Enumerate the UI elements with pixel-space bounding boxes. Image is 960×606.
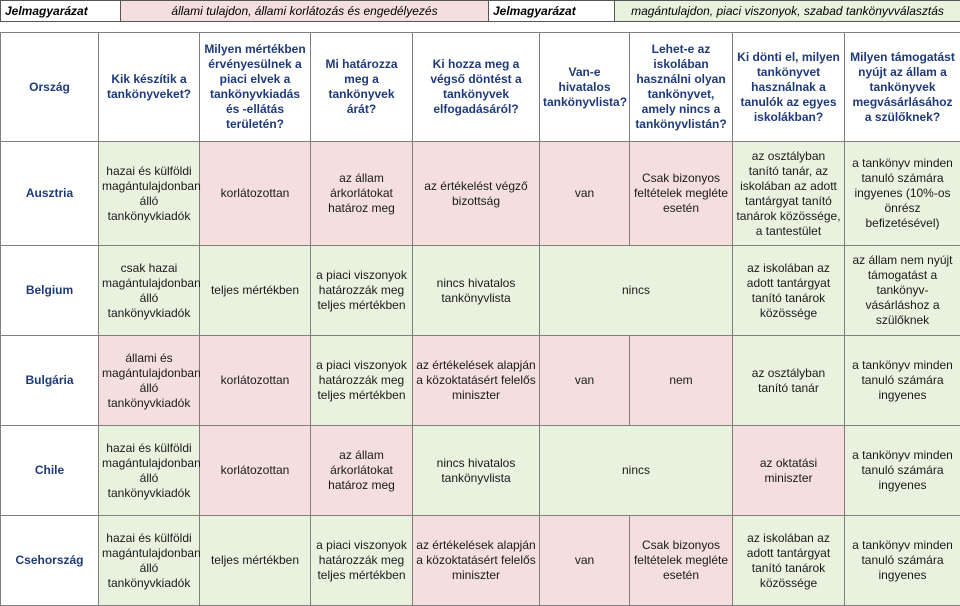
table-cell: Csak bizonyos feltételek megléte esetén [630, 142, 733, 246]
table-cell: az osztályban tanító tanár [733, 336, 845, 426]
table-row [1, 336, 960, 426]
header-official-list: Van-e hivatalos tankönyvlista? [540, 33, 630, 142]
table-row [1, 516, 960, 606]
table-cell: korlátozottan [200, 336, 311, 426]
table-cell: csak hazai magántulajdonban álló tankönyvkiadók [99, 246, 200, 336]
country-cell: Belgium [1, 246, 99, 336]
country-cell: Csehország [1, 516, 99, 606]
table-cell: az értékelések alapján a közoktatásért felelős miniszter [413, 516, 540, 606]
table-cell: az oktatási miniszter [733, 426, 845, 516]
header-market-principles: Milyen mértékben érvényesülnek a piaci elvek a tankönyvkiadás és -ellátás területén? [200, 33, 311, 142]
legend-label-state: Jelmagyarázat [1, 1, 121, 22]
table-row [1, 142, 960, 246]
table-cell: nincs [540, 246, 733, 336]
table-cell: hazai és külföldi magántulajdonban álló tankönyvkiadók [99, 142, 200, 246]
header-publishers: Kik készítik a tankönyveket? [99, 33, 200, 142]
table-cell: van [540, 516, 630, 606]
header-country: Ország [1, 33, 99, 142]
table-cell: az állam árkorlátokat határoz meg [311, 142, 413, 246]
table-cell: hazai és külföldi magántulajdonban álló tankönyvkiadók [99, 426, 200, 516]
table-cell: állami és magántulajdonban álló tankönyvkiadók [99, 336, 200, 426]
table-cell: hazai és külföldi magántulajdonban álló tankönyvkiadók [99, 516, 200, 606]
table-cell: nem [630, 336, 733, 426]
table-cell: van [540, 142, 630, 246]
header-state-support: Milyen támogatást nyújt az állam a tankönyvek megvásárlásához a szülőknek? [845, 33, 960, 142]
table-cell: nincs [540, 426, 733, 516]
country-cell: Bulgária [1, 336, 99, 426]
legend-swatch-state: állami tulajdon, állami korlátozás és engedélyezés [121, 1, 489, 22]
table-cell: az állam nem nyújt támogatást a tankönyv-vásárláshoz a szülőknek [845, 246, 960, 336]
table-cell: teljes mértékben [200, 246, 311, 336]
table-cell: Csak bizonyos feltételek megléte esetén [630, 516, 733, 606]
table-cell: az osztályban tanító tanár, az iskolában az adott tantárgyat tanító tanárok közössége, a tantestület [733, 142, 845, 246]
country-cell: Ausztria [1, 142, 99, 246]
table-cell: a tankönyv minden tanuló számára ingyenes [845, 336, 960, 426]
header-approval: Ki hozza meg a végső döntést a tankönyvek elfogadásáról? [413, 33, 540, 142]
table-cell: korlátozottan [200, 142, 311, 246]
table-cell: van [540, 336, 630, 426]
table-cell: a piaci viszonyok határozzák meg teljes mértékben [311, 516, 413, 606]
header-price: Mi határozza meg a tankönyvek árát? [311, 33, 413, 142]
table-cell: a tankönyv minden tanuló számára ingyenes [845, 426, 960, 516]
table-cell: teljes mértékben [200, 516, 311, 606]
table-body [1, 142, 960, 606]
table-cell: nincs hivatalos tankönyvlista [413, 426, 540, 516]
legend-bar [0, 0, 960, 22]
table-cell: az értékelések alapján a közoktatásért felelős miniszter [413, 336, 540, 426]
table-cell: a tankönyv minden tanuló számára ingyenes (10%-os önrész befizetésével) [845, 142, 960, 246]
table-cell: az iskolában az adott tantárgyat tanító tanárok közössége [733, 246, 845, 336]
table-row [1, 246, 960, 336]
country-cell: Chile [1, 426, 99, 516]
header-school-choice: Ki dönti el, milyen tankönyvet használnak a tanulók az egyes iskolákban? [733, 33, 845, 142]
comparison-table [0, 32, 960, 606]
legend-label-market: Jelmagyarázat [489, 1, 615, 22]
legend-swatch-market: magántulajdon, piaci viszonyok, szabad tankönyvválasztás [615, 1, 960, 22]
table-cell: az iskolában az adott tantárgyat tanító tanárok közössége [733, 516, 845, 606]
table-cell: nincs hivatalos tankönyvlista [413, 246, 540, 336]
table-cell: a piaci viszonyok határozzák meg teljes mértékben [311, 246, 413, 336]
table-cell: az értékelést végző bizottság [413, 142, 540, 246]
header-off-list-use: Lehet-e az iskolában használni olyan tankönyvet, amely nincs a tankönyvlistán? [630, 33, 733, 142]
table-row [1, 426, 960, 516]
table-cell: korlátozottan [200, 426, 311, 516]
table-cell: az állam árkorlátokat határoz meg [311, 426, 413, 516]
table-cell: a tankönyv minden tanuló számára ingyenes [845, 516, 960, 606]
header-row [1, 33, 960, 142]
table-cell: a piaci viszonyok határozzák meg teljes mértékben [311, 336, 413, 426]
